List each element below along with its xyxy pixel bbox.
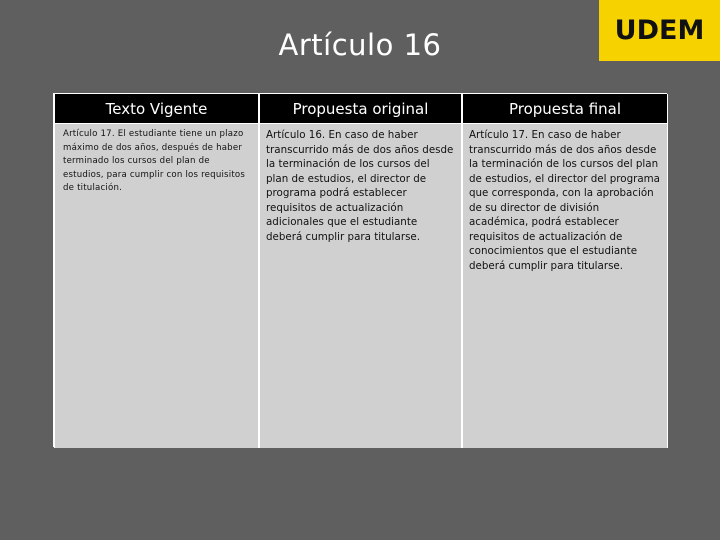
cell-texto-vigente: Artículo 17. El estudiante tiene un plazo máximo de dos años, después de haber terminado los cursos del plan de estudios, para cumplir con los requisitos de titulación.: [54, 123, 259, 448]
udem-logo: UDEM: [599, 0, 720, 61]
cell-propuesta-final: Artículo 17. En caso de haber transcurrido más de dos años desde la terminación de los cursos del plan de estudios, el director del programa que corresponda, con la aprobación de su director de división académica, podrá establecer requisitos de actualización de conocimientos que el estudiante deberá cumplir para titularse.: [462, 123, 668, 448]
header-texto-vigente: Texto Vigente: [54, 94, 259, 123]
cell-propuesta-original: Artículo 16. En caso de haber transcurrido más de dos años desde la terminación de los cursos del plan de estudios, el director de programa podrá establecer requisitos de actualización adicionales que el estudiante deberá cumplir para titularse.: [259, 123, 462, 448]
slide-title: Artículo 16: [278, 28, 442, 62]
header-propuesta-original: Propuesta original: [259, 94, 462, 123]
comparison-table: [53, 93, 667, 447]
header-propuesta-final: Propuesta final: [462, 94, 668, 123]
